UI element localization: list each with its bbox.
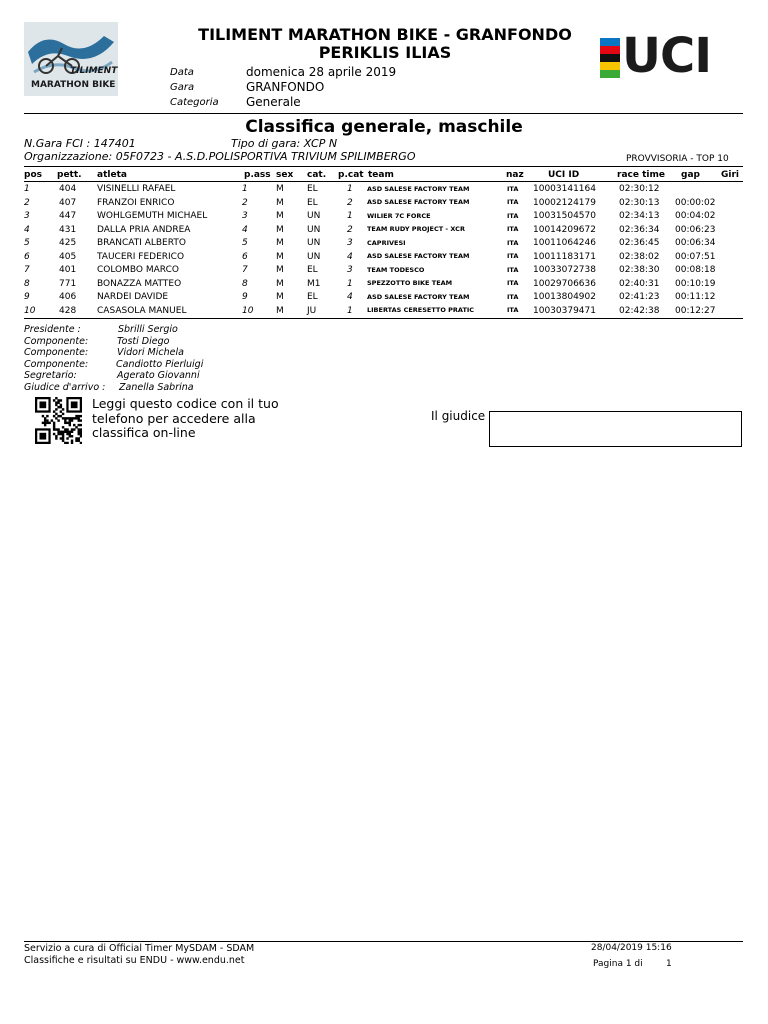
cell-naz: ITA [507,211,519,220]
cell-pos: 7 [24,265,30,275]
jury-name: Agerato Giovanni [117,370,200,381]
cell-pcat: 2 [347,224,353,235]
cell-gap: 00:08:18 [675,265,716,275]
jury-role: Giudice d'arrivo : [24,381,106,393]
cell-atleta: BONAZZA MATTEO [97,278,182,289]
cell-uci: 10002124179 [533,197,596,208]
cell-time: 02:30:13 [619,197,660,208]
cell-uci: 10014209672 [533,224,596,235]
cell-cat: EL [307,184,318,194]
cell-naz: ITA [507,238,519,247]
cell-cat: M1 [307,278,321,289]
event-logo [24,22,118,96]
race-number: N.Gara FCI : 147401 [24,137,136,150]
cell-time: 02:38:30 [619,265,660,275]
table-top-rule [24,166,743,167]
status-badge: PROVVISORIA - TOP 10 [626,154,729,164]
cell-pett: 406 [59,292,77,302]
cell-sex: M [276,292,284,302]
logo-text: TILIMENT [70,66,118,76]
footer-endu-link[interactable]: Classifiche e risultati su ENDU - www.endu.net [24,955,245,966]
race-label: Gara [170,82,195,93]
cell-pass: 10 [242,305,254,316]
cell-atleta: CASASOLA MANUEL [97,305,187,316]
footer-page-label: Pagina 1 di [593,959,643,969]
cell-atleta: DALLA PRIA ANDREA [97,224,191,235]
cell-sex: M [276,265,284,275]
cell-pos: 8 [24,278,30,289]
cell-team: TEAM RUDY PROJECT - XCR [367,225,465,233]
footer-page-total: 1 [666,959,672,969]
event-subtitle: PERIKLIS ILIAS [318,43,452,62]
cell-pass: 4 [242,224,248,235]
race-value: GRANFONDO [246,80,325,94]
cell-naz: ITA [507,225,519,233]
cell-uci: 10013804902 [533,292,596,302]
cell-gap: 00:06:23 [675,224,716,235]
cell-pass: 7 [242,265,248,275]
col-laps: Giri [721,170,739,180]
cell-pass: 5 [242,238,248,248]
cell-gap: 00:04:02 [675,211,716,221]
jury-name: Sbrilli Sergio [118,324,178,335]
logo-subtext: MARATHON BIKE [31,80,116,90]
col-pass: p.ass [244,170,271,180]
uci-logo-text: UCI [622,28,712,84]
cell-time: 02:36:45 [619,238,660,248]
cell-pass: 9 [242,292,248,302]
cell-uci: 10011064246 [533,238,596,248]
cell-time: 02:36:34 [619,224,660,235]
col-uci-id: UCI ID [548,170,580,180]
cell-pett: 401 [59,265,77,275]
cell-pcat: 1 [347,305,353,316]
cell-pett: 771 [59,278,77,289]
cell-pos: 1 [24,184,30,194]
jury-role: Componente: [24,347,89,358]
cell-sex: M [276,251,284,262]
cell-pett: 447 [59,211,77,221]
cell-sex: M [276,197,284,208]
cell-pass: 8 [242,278,248,289]
cell-sex: M [276,224,284,235]
cell-atleta: FRANZOI ENRICO [97,197,175,208]
judge-signature-box [489,411,742,447]
jury-name: Vidori Michela [117,347,184,358]
cell-time: 02:30:12 [619,184,660,194]
cell-team: LIBERTAS CERESETTO PRATIC [367,306,475,314]
cell-pos: 3 [24,211,30,221]
col-pos: pos [24,170,42,180]
cell-pcat: 4 [347,251,353,262]
cell-naz: ITA [507,292,519,301]
cell-gap: 00:11:12 [675,292,716,302]
cell-pos: 9 [24,292,30,302]
cell-cat: UN [307,211,321,221]
cell-pett: 428 [59,305,77,316]
cell-cat: UN [307,224,321,235]
cell-uci: 10033072738 [533,265,596,275]
organization: Organizzazione: 05F0723 - A.S.D.POLISPORTIVA TRIVIUM SPILIMBERGO [24,150,416,163]
cell-pett: 404 [59,184,77,194]
cell-time: 02:34:13 [619,211,660,221]
cell-time: 02:40:31 [619,278,660,289]
cell-time: 02:42:38 [619,305,660,316]
cell-pass: 6 [242,251,248,262]
date-label: Data [170,67,194,78]
cell-naz: ITA [507,306,519,314]
cell-sex: M [276,305,284,316]
cell-naz: ITA [507,279,519,287]
cell-pass: 1 [242,184,248,194]
cell-cat: UN [307,238,321,248]
category-value: Generale [246,95,301,109]
cell-pcat: 2 [347,197,353,208]
jury-role: Presidente : [24,324,81,335]
jury-name: Zanella Sabrina [119,381,194,393]
cell-pcat: 4 [347,292,353,302]
cell-naz: ITA [507,265,519,274]
cell-team: ASD SALESE FACTORY TEAM [367,252,470,260]
cell-team: SPEZZOTTO BIKE TEAM [367,279,453,287]
cell-team: ASD SALESE FACTORY TEAM [367,198,470,206]
cell-pos: 5 [24,238,30,248]
cell-sex: M [276,238,284,248]
cell-pos: 4 [24,224,30,235]
cell-atleta: WOHLGEMUTH MICHAEL [97,211,208,221]
cell-pett: 407 [59,197,77,208]
footer-service: Servizio a cura di Official Timer MySDAM - SDAM [24,943,255,954]
col-gap: gap [681,170,700,180]
uci-logo [598,28,738,84]
col-pett: pett. [57,170,82,180]
cell-team: WILIER 7C FORCE [367,211,431,220]
table-bottom-rule [24,318,743,319]
jury-name: Candiotto Pierluigi [116,358,204,370]
cell-uci: 10029706636 [533,278,596,289]
cell-cat: JU [307,305,317,316]
cell-uci: 10031504570 [533,211,596,221]
event-title: TILIMENT MARATHON BIKE - GRANFONDO [198,25,572,44]
cell-sex: M [276,278,284,289]
cell-gap: 00:10:19 [675,278,716,289]
cell-naz: ITA [507,252,519,260]
cell-uci: 10030379471 [533,305,596,316]
divider [24,113,743,114]
cell-time: 02:38:02 [619,251,660,262]
col-athlete: atleta [97,170,127,180]
cell-team: CAPRIVESI [367,238,406,247]
col-race-time: race time [617,170,665,180]
cell-pos: 2 [24,197,30,208]
footer-datetime: 28/04/2019 15:16 [591,943,672,953]
cell-sex: M [276,211,284,221]
cell-uci: 10011183171 [533,251,596,262]
cell-atleta: BRANCATI ALBERTO [97,238,186,248]
cell-gap: 00:06:34 [675,238,716,248]
cell-atleta: COLOMBO MARCO [97,265,179,275]
judge-label: Il giudice [431,409,486,423]
cell-uci: 10003141164 [533,184,596,194]
qr-instructions: Leggi questo codice con il tuo telefono per accedere alla classifica on-line [92,396,279,440]
cell-naz: ITA [507,184,519,193]
cell-pos: 10 [24,305,36,316]
cell-gap: 00:00:02 [675,197,716,208]
cell-time: 02:41:23 [619,292,660,302]
cell-pcat: 1 [347,278,353,289]
page-title: Classifica generale, maschile [245,117,523,137]
cell-naz: ITA [507,198,519,206]
col-naz: naz [506,170,524,180]
col-team: team [368,170,394,180]
cell-gap: 00:12:27 [675,305,716,316]
jury-role: Segretario: [24,370,77,381]
cell-cat: EL [307,292,318,302]
footer-rule [24,941,743,942]
cell-atleta: TAUCERI FEDERICO [97,251,185,262]
cell-atleta: VISINELLI RAFAEL [97,184,176,194]
cell-pcat: 1 [347,211,353,221]
col-cat: cat. [307,170,327,180]
cell-sex: M [276,184,284,194]
cell-cat: UN [307,251,321,262]
cell-pcat: 3 [347,265,353,275]
cell-pass: 2 [242,197,248,208]
category-label: Categoria [170,97,219,108]
cell-gap: 00:07:51 [675,251,716,262]
qr-code[interactable] [35,397,82,444]
jury-role: Componente: [24,335,89,347]
cell-cat: EL [307,197,318,208]
cell-pos: 6 [24,251,30,262]
cell-team: ASD SALESE FACTORY TEAM [367,292,470,301]
cell-atleta: NARDEI DAVIDE [97,292,169,302]
cell-cat: EL [307,265,318,275]
cell-pcat: 3 [347,238,353,248]
cell-pett: 425 [59,238,77,248]
cell-pett: 405 [59,251,77,262]
cell-team: ASD SALESE FACTORY TEAM [367,184,470,193]
header-rule [24,181,743,182]
col-pcat: p.cat [338,170,364,180]
jury-role: Componente: [24,358,89,370]
race-type: Tipo di gara: XCP N [231,137,338,150]
date-value: domenica 28 aprile 2019 [246,65,397,79]
cell-pcat: 1 [347,184,353,194]
jury-name: Tosti Diego [117,335,170,347]
col-sex: sex [276,170,294,180]
cell-team: TEAM TODESCO [367,265,425,274]
cell-pett: 431 [59,224,77,235]
cell-pass: 3 [242,211,248,221]
